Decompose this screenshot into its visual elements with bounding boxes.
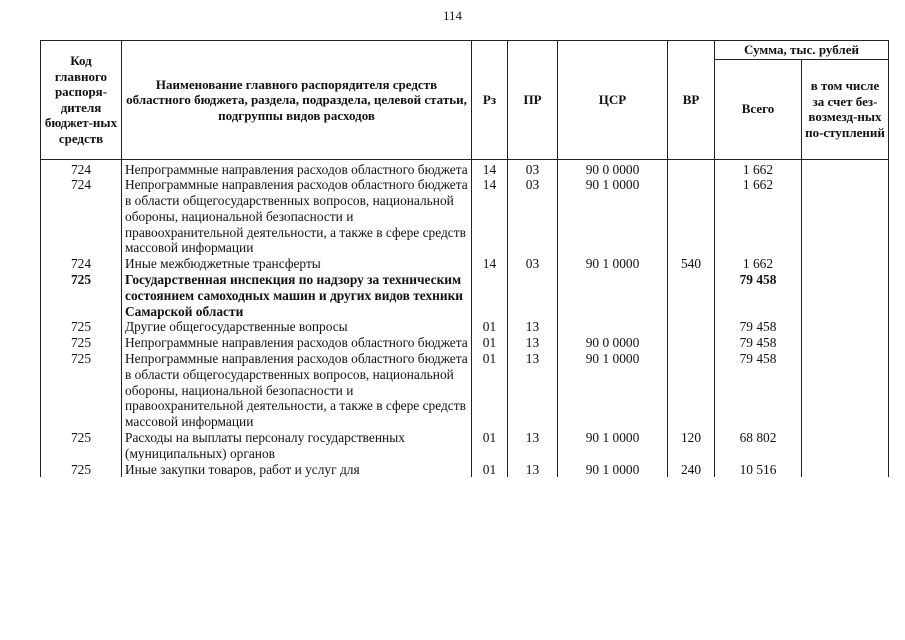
header-free: в том числе за счет без-возмезд-ных по-ступлений (802, 59, 889, 159)
cell-vr (668, 272, 715, 319)
cell-pr: 13 (508, 351, 558, 430)
cell-csr: 90 1 0000 (558, 462, 668, 478)
cell-pr: 13 (508, 319, 558, 335)
cell-pr (508, 272, 558, 319)
table-row (41, 272, 889, 319)
cell-free (802, 177, 889, 256)
cell-free (802, 319, 889, 335)
cell-free (802, 430, 889, 462)
cell-name: Непрограммные направления расходов областного бюджета в области общегосударственных вопросов, национальной обороны, национальной безопасности и правоохранительной деятельности, а также в сфере средств массовой информации (122, 177, 472, 256)
cell-csr: 90 1 0000 (558, 351, 668, 430)
cell-total: 79 458 (715, 319, 802, 335)
cell-code: 725 (41, 430, 122, 462)
cell-pr: 13 (508, 430, 558, 462)
cell-rz: 14 (472, 256, 508, 272)
cell-name: Расходы на выплаты персоналу государственных (муниципальных) органов (122, 430, 472, 462)
cell-rz: 01 (472, 335, 508, 351)
cell-code: 725 (41, 319, 122, 335)
cell-total: 1 662 (715, 177, 802, 256)
cell-total: 10 516 (715, 462, 802, 478)
cell-rz: 01 (472, 430, 508, 462)
cell-name: Другие общегосударственные вопросы (122, 319, 472, 335)
cell-vr: 240 (668, 462, 715, 478)
table-row (41, 319, 889, 335)
cell-code: 724 (41, 256, 122, 272)
cell-code: 724 (41, 159, 122, 177)
header-vr: ВР (668, 41, 715, 160)
page-number: 114 (442, 8, 463, 23)
cell-total: 1 662 (715, 256, 802, 272)
cell-free (802, 335, 889, 351)
cell-free (802, 462, 889, 478)
cell-pr: 13 (508, 335, 558, 351)
cell-free (802, 272, 889, 319)
table-header (41, 41, 889, 160)
cell-csr: 90 0 0000 (558, 159, 668, 177)
cell-vr (668, 159, 715, 177)
header-total: Всего (715, 59, 802, 159)
cell-total: 79 458 (715, 335, 802, 351)
cell-pr: 03 (508, 256, 558, 272)
cell-rz: 01 (472, 351, 508, 430)
cell-name: Иные межбюджетные трансферты (122, 256, 472, 272)
cell-name: Государственная инспекция по надзору за техническим состоянием самоходных машин и других видов техники Самарской области (122, 272, 472, 319)
header-name: Наименование главного распорядителя средств областного бюджета, раздела, подраздела, целевой статьи, подгруппы видов расходов (122, 41, 472, 160)
header-rz: Рз (472, 41, 508, 160)
cell-code: 725 (41, 335, 122, 351)
header-pr: ПР (508, 41, 558, 160)
table-row (41, 335, 889, 351)
cell-rz: 01 (472, 319, 508, 335)
cell-pr: 03 (508, 177, 558, 256)
cell-name: Непрограммные направления расходов областного бюджета в области общегосударственных вопросов, национальной обороны, национальной безопасности и правоохранительной деятельности, а также в сфере средств массовой информации (122, 351, 472, 430)
cell-total: 79 458 (715, 272, 802, 319)
table-row (41, 256, 889, 272)
cell-name: Непрограммные направления расходов областного бюджета (122, 335, 472, 351)
cell-pr: 03 (508, 159, 558, 177)
cell-code: 725 (41, 351, 122, 430)
cell-vr (668, 177, 715, 256)
cell-vr (668, 351, 715, 430)
cell-free (802, 351, 889, 430)
table-row (41, 177, 889, 256)
cell-rz (472, 272, 508, 319)
table-body (41, 159, 889, 477)
budget-table (40, 40, 889, 477)
cell-free (802, 159, 889, 177)
cell-total: 1 662 (715, 159, 802, 177)
cell-rz: 14 (472, 159, 508, 177)
table-row (41, 462, 889, 478)
cell-csr: 90 1 0000 (558, 256, 668, 272)
header-sum: Сумма, тыс. рублей (715, 41, 889, 60)
cell-csr (558, 319, 668, 335)
cell-total: 79 458 (715, 351, 802, 430)
cell-free (802, 256, 889, 272)
header-code: Код главного распоря-дителя бюджет-ных средств (41, 41, 122, 160)
cell-rz: 14 (472, 177, 508, 256)
cell-code: 724 (41, 177, 122, 256)
cell-csr: 90 1 0000 (558, 177, 668, 256)
cell-vr (668, 319, 715, 335)
cell-csr: 90 1 0000 (558, 430, 668, 462)
cell-code: 725 (41, 272, 122, 319)
cell-total: 68 802 (715, 430, 802, 462)
cell-code: 725 (41, 462, 122, 478)
cell-pr: 13 (508, 462, 558, 478)
cell-vr (668, 335, 715, 351)
header-csr: ЦСР (558, 41, 668, 160)
table-row (41, 430, 889, 462)
table-row (41, 159, 889, 177)
cell-rz: 01 (472, 462, 508, 478)
cell-name: Непрограммные направления расходов областного бюджета (122, 159, 472, 177)
cell-name: Иные закупки товаров, работ и услуг для (122, 462, 472, 478)
cell-vr: 540 (668, 256, 715, 272)
table-row (41, 351, 889, 430)
cell-csr: 90 0 0000 (558, 335, 668, 351)
cell-vr: 120 (668, 430, 715, 462)
cell-csr (558, 272, 668, 319)
